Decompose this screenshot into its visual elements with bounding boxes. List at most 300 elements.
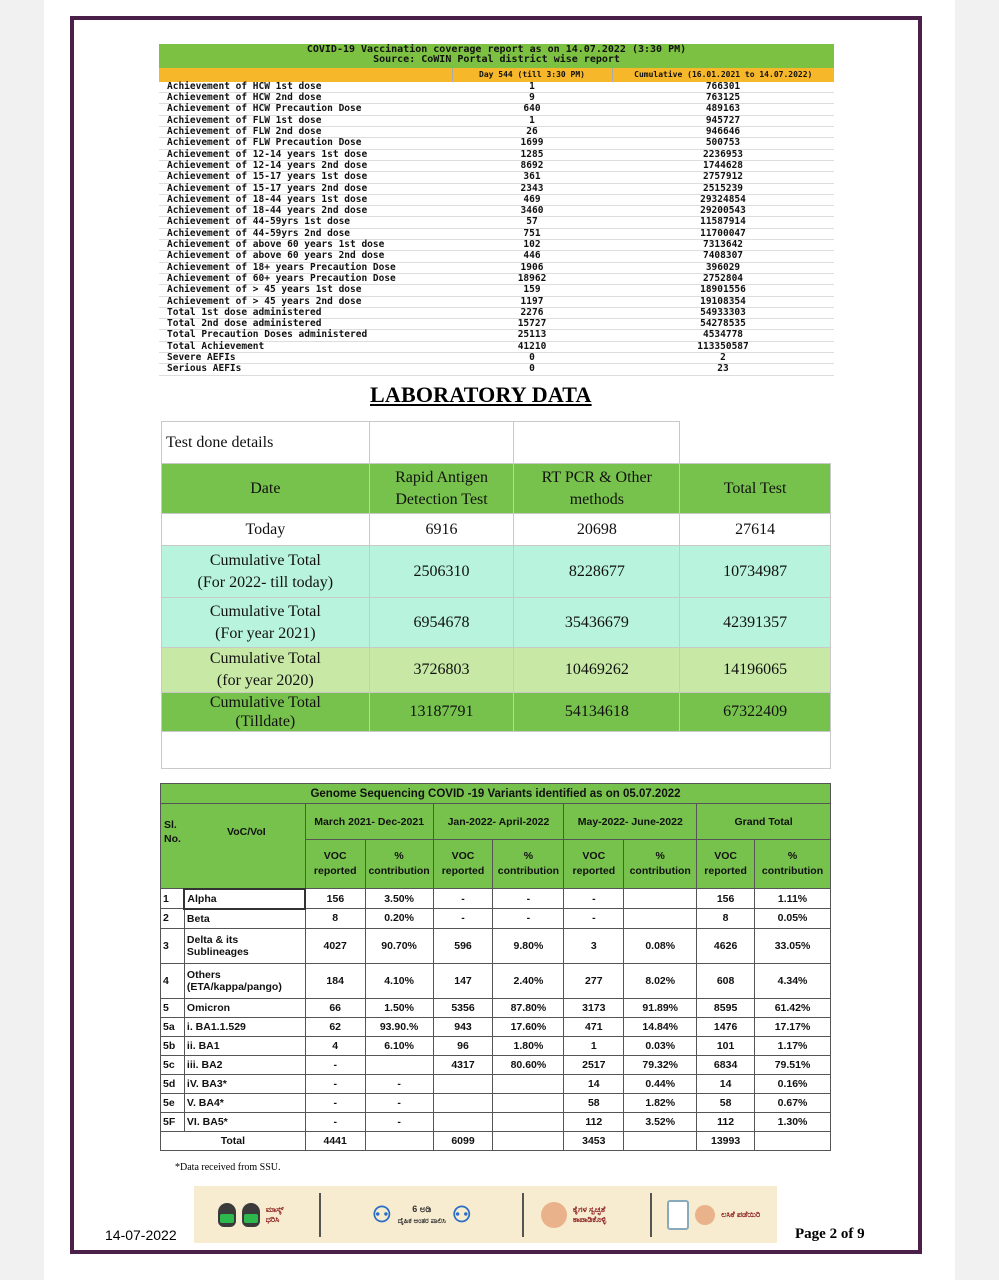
vaccination-row <box>159 93 834 104</box>
lab-row-label <box>162 648 370 693</box>
vaccination-row-cumulative: 2 <box>612 353 834 364</box>
genome-cell-variant <box>184 1074 305 1093</box>
vaccination-row-cumulative: 7313642 <box>612 240 834 251</box>
genome-cell-v2 <box>433 1112 493 1131</box>
genome-cell-variant-line1: Alpha <box>187 892 217 905</box>
lab-cell-rat: 6916 <box>369 514 514 546</box>
genome-subheader-pct-line1: % <box>523 850 534 862</box>
genome-cell-sl: 3 <box>161 928 185 963</box>
genome-cell-p3: 8.02% <box>624 963 697 998</box>
lab-row-label: Today <box>162 514 370 546</box>
lab-cell-rtpcr: 54134618 <box>514 693 680 732</box>
vaccination-row <box>159 296 834 307</box>
vaccination-row-day: 1 <box>452 115 612 126</box>
lab-cell-rat: 6954678 <box>369 598 514 648</box>
genome-period-2: Jan-2022- April-2022 <box>433 804 564 840</box>
vaccination-row-label: Achievement of FLW 2nd dose <box>159 127 452 138</box>
vaccination-row-cumulative: 489163 <box>612 104 834 115</box>
genome-subheader-voc <box>433 840 493 889</box>
genome-cell-p3 <box>624 889 697 909</box>
genome-cell-v3: 112 <box>564 1112 624 1131</box>
vaccination-row <box>159 341 834 352</box>
genome-header-voc-voi: VoC/VoI <box>227 826 266 838</box>
vaccination-row-label: Achievement of HCW 2nd dose <box>159 93 452 104</box>
genome-cell-p2: - <box>493 889 564 909</box>
vaccination-row-day: 1 <box>452 82 612 93</box>
vaccination-row-cumulative: 54933303 <box>612 307 834 318</box>
genome-cell-p1: - <box>365 1112 433 1131</box>
genome-cell-p2: 17.60% <box>493 1017 564 1036</box>
lab-header-rat-line2: Detection Test <box>395 490 488 508</box>
genome-period-3: May-2022- June-2022 <box>564 804 697 840</box>
genome-cell-p3: 91.89% <box>624 998 697 1017</box>
genome-cell-vt: 58 <box>697 1093 755 1112</box>
genome-cell-v2: 596 <box>433 928 493 963</box>
vaccination-row <box>159 115 834 126</box>
genome-cell-vt: 6834 <box>697 1055 755 1074</box>
genome-subheader-voc-line2: reported <box>313 865 357 877</box>
genome-cell-p3: 0.03% <box>624 1036 697 1055</box>
genome-cell-v2 <box>433 1074 493 1093</box>
vaccination-row <box>159 262 834 273</box>
genome-cell-v2 <box>433 1093 493 1112</box>
vaccination-row-day: 15727 <box>452 319 612 330</box>
vaccination-row <box>159 240 834 251</box>
banner-vaccine-segment <box>652 1193 777 1237</box>
vaccination-row <box>159 273 834 284</box>
genome-subheader-voc-line1: VOC <box>714 850 737 862</box>
vaccination-coverage-table <box>159 44 834 376</box>
genome-cell-sl: 4 <box>161 963 185 998</box>
genome-cell-p1: 1.50% <box>365 998 433 1017</box>
genome-cell-p1: 93.90.% <box>365 1017 433 1036</box>
lab-cell-rat: 13187791 <box>369 693 514 732</box>
vaccination-row-day: 1285 <box>452 149 612 160</box>
genome-cell-v1: - <box>305 1055 365 1074</box>
genome-total-empty <box>493 1131 564 1150</box>
genome-period-1: March 2021- Dec-2021 <box>305 804 433 840</box>
vaccination-header-cumulative: Cumulative (16.01.2021 to 14.07.2022) <box>612 68 834 82</box>
genome-subheader-pct-line2: contribution <box>761 865 824 877</box>
lab-cell-rat: 2506310 <box>369 546 514 598</box>
lab-caption-empty <box>514 422 680 464</box>
hand-wash-icon <box>541 1202 567 1228</box>
genome-cell-v3: 14 <box>564 1074 624 1093</box>
genome-cell-vt: 4626 <box>697 928 755 963</box>
vaccination-row <box>159 160 834 171</box>
genome-cell-v2: - <box>433 909 493 929</box>
vaccination-row-day: 1699 <box>452 138 612 149</box>
vaccination-row-day: 2276 <box>452 307 612 318</box>
genome-subheader-voc-line2: reported <box>704 865 747 877</box>
mask-face-icon <box>218 1203 236 1227</box>
genome-cell-p2: 1.80% <box>493 1036 564 1055</box>
lab-caption: Test done details <box>162 422 370 464</box>
banner-distance-text <box>398 1204 446 1226</box>
vaccination-row-day: 361 <box>452 172 612 183</box>
vaccination-row-day: 2343 <box>452 183 612 194</box>
genome-cell-p1: 3.50% <box>365 889 433 909</box>
genome-cell-pt: 0.67% <box>755 1093 831 1112</box>
vaccination-row <box>159 364 834 375</box>
lab-row-label-line2: (For 2022- till today) <box>197 573 334 591</box>
genome-subheader-pct-line1: % <box>787 850 798 862</box>
genome-total-empty <box>755 1131 831 1150</box>
genome-cell-sl: 5e <box>161 1093 185 1112</box>
vaccination-row <box>159 353 834 364</box>
genome-cell-variant-line1: iV. BA3* <box>186 1077 227 1090</box>
vaccination-row-day: 640 <box>452 104 612 115</box>
genome-cell-v3: 3173 <box>564 998 624 1017</box>
banner-distance-line1: 6 ಅಡಿ <box>412 1203 432 1214</box>
vaccination-row <box>159 217 834 228</box>
vaccination-row-label: Achievement of above 60 years 2nd dose <box>159 251 452 262</box>
genome-subheader-pct-line1: % <box>394 850 404 862</box>
awareness-banner <box>194 1186 777 1243</box>
genome-cell-vt: 101 <box>697 1036 755 1055</box>
vaccination-row <box>159 307 834 318</box>
vaccination-row-label: Serious AEFIs <box>159 364 452 375</box>
genome-subheader-voc-line2: reported <box>572 865 616 877</box>
genome-total-v1: 4441 <box>305 1131 365 1150</box>
genome-cell-variant <box>184 1036 305 1055</box>
lab-cell-total: 42391357 <box>680 598 831 648</box>
genome-subheader-pct-line2: contribution <box>629 865 691 877</box>
vaccination-row <box>159 285 834 296</box>
genome-total-empty <box>624 1131 697 1150</box>
lab-cell-rtpcr: 35436679 <box>514 598 680 648</box>
genome-cell-p1 <box>365 1055 433 1074</box>
genome-subheader-voc <box>305 840 365 889</box>
genome-cell-v2: - <box>433 889 493 909</box>
vaccination-row-day: 18962 <box>452 273 612 284</box>
genome-cell-p3 <box>624 909 697 929</box>
genome-cell-v1: 184 <box>305 963 365 998</box>
footer-date: 14-07-2022 <box>105 1227 177 1243</box>
lab-cell-total: 67322409 <box>680 693 831 732</box>
genome-cell-sl: 1 <box>161 889 185 909</box>
genome-header-sl-line1: Sl. <box>164 819 177 831</box>
vaccination-row <box>159 183 834 194</box>
vaccination-row-cumulative: 1744628 <box>612 160 834 171</box>
genome-cell-v1: 4 <box>305 1036 365 1055</box>
genome-cell-v1: 66 <box>305 998 365 1017</box>
genome-row <box>161 909 831 929</box>
genome-cell-p3: 1.82% <box>624 1093 697 1112</box>
vaccination-row-label: Total 2nd dose administered <box>159 319 452 330</box>
vaccination-row-label: Achievement of > 45 years 1st dose <box>159 285 452 296</box>
genome-cell-variant-line1: VI. BA5* <box>186 1115 228 1128</box>
person-icon: ⚇ <box>451 1201 472 1227</box>
genome-subheader-pct <box>624 840 697 889</box>
genome-cell-v2: 4317 <box>433 1055 493 1074</box>
lab-blank-row <box>162 732 831 769</box>
lab-cell-rtpcr: 20698 <box>514 514 680 546</box>
genome-subheader-pct-line2: contribution <box>368 865 430 877</box>
genome-cell-v1: 62 <box>305 1017 365 1036</box>
vaccination-row-label: Achievement of HCW 1st dose <box>159 82 452 93</box>
genome-row <box>161 1074 831 1093</box>
genome-cell-variant <box>184 998 305 1017</box>
genome-row <box>161 998 831 1017</box>
vaccination-row-cumulative: 11700047 <box>612 228 834 239</box>
vaccination-row-label: Achievement of 12-14 years 2nd dose <box>159 160 452 171</box>
vaccination-row-label: Achievement of above 60 years 1st dose <box>159 240 452 251</box>
genome-cell-variant <box>184 1112 305 1131</box>
banner-distance-line2: ದೈಹಿಕ ಅಂತರ ಪಾಲಿಸಿ <box>397 1217 446 1225</box>
genome-header-slno-voc <box>161 804 306 889</box>
lab-header-rtpcr-line2: methods <box>569 490 624 508</box>
vaccination-row-day: 159 <box>452 285 612 296</box>
genome-subheader-voc <box>697 840 755 889</box>
genome-cell-p2 <box>493 1074 564 1093</box>
genome-subheader-pct-line2: contribution <box>497 865 560 877</box>
vaccination-row-day: 446 <box>452 251 612 262</box>
vaccination-row-cumulative: 7408307 <box>612 251 834 262</box>
vaccination-header-day: Day 544 (till 3:30 PM) <box>452 68 612 82</box>
genome-cell-v2: 943 <box>433 1017 493 1036</box>
vaccination-row-cumulative: 2752804 <box>612 273 834 284</box>
genome-cell-v1: 8 <box>305 909 365 929</box>
genome-cell-p1: 6.10% <box>365 1036 433 1055</box>
genome-subheader-voc-line1: VOC <box>582 850 606 862</box>
banner-hygiene-text: ಕೈಗಳ ಸ್ವಚ್ಛತೆ ಕಾಪಾಡಿಕೊಳ್ಳಿ <box>572 1204 607 1224</box>
vaccination-row-label: Total Achievement <box>159 341 452 352</box>
lab-cell-rat: 3726803 <box>369 648 514 693</box>
genome-cell-p2 <box>493 1112 564 1131</box>
genome-row <box>161 963 831 998</box>
vaccination-row-label: Achievement of FLW 1st dose <box>159 115 452 126</box>
vaccination-row-cumulative: 766301 <box>612 82 834 93</box>
genome-cell-v3: 3 <box>564 928 624 963</box>
vaccination-row-cumulative: 29200543 <box>612 206 834 217</box>
vaccination-row-label: Achievement of 15-17 years 2nd dose <box>159 183 452 194</box>
laboratory-table <box>161 421 831 769</box>
lab-row-label-line1: Cumulative Total <box>209 602 321 620</box>
lab-row-label <box>162 598 370 648</box>
vaccination-row-cumulative: 2757912 <box>612 172 834 183</box>
doctor-icon <box>667 1200 689 1230</box>
genome-subheader-pct <box>365 840 433 889</box>
genome-cell-pt: 0.05% <box>755 909 831 929</box>
genome-cell-pt: 61.42% <box>755 998 831 1017</box>
vaccination-row-label: Total 1st dose administered <box>159 307 452 318</box>
vaccination-row-label: Achievement of HCW Precaution Dose <box>159 104 452 115</box>
genome-subheader-voc-line2: reported <box>441 865 485 877</box>
lab-row-label-line2: (Tilldate) <box>235 713 296 730</box>
vaccination-row-label: Achievement of FLW Precaution Dose <box>159 138 452 149</box>
genome-cell-variant-line1: Others <box>186 968 221 981</box>
lab-header-total: Total Test <box>680 464 831 514</box>
vaccination-row-day: 751 <box>452 228 612 239</box>
vaccination-row-day: 9 <box>452 93 612 104</box>
genome-cell-sl: 5d <box>161 1074 185 1093</box>
vaccination-row <box>159 82 834 93</box>
footer-page-number: Page 2 of 9 <box>795 1226 865 1242</box>
vaccination-row-day: 26 <box>452 127 612 138</box>
genome-cell-v2: 147 <box>433 963 493 998</box>
genome-cell-v3: 471 <box>564 1017 624 1036</box>
genome-total-label: Total <box>161 1131 306 1150</box>
lab-row-label-line1: Cumulative Total <box>209 650 321 667</box>
genome-cell-p3: 79.32% <box>624 1055 697 1074</box>
genome-subheader-pct-line1: % <box>655 850 665 862</box>
genome-total-v3: 3453 <box>564 1131 624 1150</box>
vaccination-row-day: 469 <box>452 194 612 205</box>
genome-cell-vt: 14 <box>697 1074 755 1093</box>
genome-cell-v3: 2517 <box>564 1055 624 1074</box>
vaccination-row <box>159 194 834 205</box>
vaccination-row <box>159 104 834 115</box>
genome-row <box>161 889 831 909</box>
genome-cell-v3: - <box>564 889 624 909</box>
vaccination-row-label: Severe AEFIs <box>159 353 452 364</box>
vaccination-row <box>159 330 834 341</box>
vaccination-row-label: Achievement of 15-17 years 1st dose <box>159 172 452 183</box>
vaccination-row <box>159 228 834 239</box>
genome-cell-p1: 0.20% <box>365 909 433 929</box>
genome-cell-pt: 1.30% <box>755 1112 831 1131</box>
vaccination-row-day: 0 <box>452 364 612 375</box>
lab-caption-empty <box>369 422 514 464</box>
genome-cell-variant-line1: Omicron <box>186 1001 231 1014</box>
genome-cell-v3: 58 <box>564 1093 624 1112</box>
genome-cell-pt: 0.16% <box>755 1074 831 1093</box>
genome-subheader-voc-line1: VOC <box>451 850 475 862</box>
vaccination-row-day: 8692 <box>452 160 612 171</box>
lab-cell-total: 14196065 <box>680 648 831 693</box>
genome-cell-v3: 277 <box>564 963 624 998</box>
lab-cell-total: 10734987 <box>680 546 831 598</box>
vaccination-row-cumulative: 19108354 <box>612 296 834 307</box>
vaccination-row-label: Achievement of 18-44 years 1st dose <box>159 194 452 205</box>
mask-face-icon <box>242 1203 260 1227</box>
vaccination-row-day: 41210 <box>452 341 612 352</box>
genome-row <box>161 1112 831 1131</box>
vaccination-row-day: 57 <box>452 217 612 228</box>
vaccination-row-day: 102 <box>452 240 612 251</box>
genome-subheader-voc-line1: VOC <box>323 850 347 862</box>
genome-row <box>161 928 831 963</box>
laboratory-data-heading: LABORATORY DATA <box>370 382 592 407</box>
genome-cell-variant <box>184 928 305 963</box>
lab-row-label <box>162 546 370 598</box>
vaccination-row-cumulative: 2515239 <box>612 183 834 194</box>
genome-cell-pt: 33.05% <box>755 928 831 963</box>
banner-mask-segment <box>194 1193 321 1237</box>
genome-cell-pt: 17.17% <box>755 1017 831 1036</box>
genome-cell-variant-line1: V. BA4* <box>186 1096 224 1109</box>
vaccination-row <box>159 251 834 262</box>
genome-cell-p1: - <box>365 1093 433 1112</box>
vaccination-row-cumulative: 396029 <box>612 262 834 273</box>
vaccination-row <box>159 138 834 149</box>
genome-cell-variant <box>184 1017 305 1036</box>
vaccination-row-cumulative: 54278535 <box>612 319 834 330</box>
genome-cell-vt: 1476 <box>697 1017 755 1036</box>
vaccination-row-day: 0 <box>452 353 612 364</box>
genome-cell-variant <box>184 1055 305 1074</box>
lab-cell-rtpcr: 10469262 <box>514 648 680 693</box>
vaccination-row-cumulative: 11587914 <box>612 217 834 228</box>
genome-cell-pt: 79.51% <box>755 1055 831 1074</box>
genome-footnote: *Data received from SSU. <box>175 1162 281 1173</box>
genome-cell-variant-line1: Beta <box>186 912 210 925</box>
genome-subheader-voc <box>564 840 624 889</box>
banner-distance-segment <box>321 1193 524 1237</box>
lab-row-label-line2: (For year 2021) <box>215 624 316 642</box>
genome-cell-variant <box>184 1093 305 1112</box>
vaccination-row-day: 1906 <box>452 262 612 273</box>
genome-row <box>161 1055 831 1074</box>
genome-cell-vt: 8 <box>697 909 755 929</box>
genome-cell-variant-line2: (ETA/kappa/pango) <box>186 980 282 993</box>
genome-cell-pt: 4.34% <box>755 963 831 998</box>
genome-cell-v2: 96 <box>433 1036 493 1055</box>
genome-cell-p3: 0.44% <box>624 1074 697 1093</box>
lab-row-label-line1: Cumulative Total <box>209 694 321 711</box>
vaccination-row-day: 1197 <box>452 296 612 307</box>
vaccination-row-cumulative: 18901556 <box>612 285 834 296</box>
genome-total-v2: 6099 <box>433 1131 493 1150</box>
genome-cell-p3: 3.52% <box>624 1112 697 1131</box>
patient-icon <box>695 1205 715 1225</box>
genome-cell-variant <box>184 889 305 909</box>
vaccination-row <box>159 127 834 138</box>
genome-cell-vt: 608 <box>697 963 755 998</box>
genome-cell-p2: 80.60% <box>493 1055 564 1074</box>
vaccination-source: Source: CoWIN Portal district wise report <box>159 55 834 67</box>
genome-row <box>161 1036 831 1055</box>
genome-cell-variant-line1: ii. BA1 <box>186 1039 220 1052</box>
genome-cell-sl: 5F <box>161 1112 185 1131</box>
genome-cell-p1: - <box>365 1074 433 1093</box>
vaccination-row <box>159 319 834 330</box>
genome-cell-variant-line1: iii. BA2 <box>186 1058 223 1071</box>
banner-hygiene-segment <box>524 1193 651 1237</box>
lab-row-label-line2: (for year 2020) <box>216 672 314 689</box>
lab-header-rtpcr <box>514 464 680 514</box>
genome-cell-pt: 1.17% <box>755 1036 831 1055</box>
genome-subheader-pct <box>755 840 831 889</box>
vaccination-row <box>159 172 834 183</box>
vaccination-row <box>159 206 834 217</box>
vaccination-row-label: Achievement of 18+ years Precaution Dose <box>159 262 452 273</box>
genome-cell-p3: 0.08% <box>624 928 697 963</box>
genome-cell-v2: 5356 <box>433 998 493 1017</box>
genome-title: Genome Sequencing COVID -19 Variants identified as on 05.07.2022 <box>161 784 831 804</box>
vaccination-row-cumulative: 29324854 <box>612 194 834 205</box>
banner-mask-text: ಮಾಸ್ಕ್ ಧರಿಸಿ <box>265 1204 284 1224</box>
genome-cell-p1: 90.70% <box>365 928 433 963</box>
genome-row <box>161 1093 831 1112</box>
genome-sequencing-table <box>160 783 831 1151</box>
vaccination-row-cumulative: 500753 <box>612 138 834 149</box>
vaccination-row-label: Achievement of 18-44 years 2nd dose <box>159 206 452 217</box>
lab-header-date: Date <box>162 464 370 514</box>
genome-cell-sl: 5c <box>161 1055 185 1074</box>
lab-cell-rtpcr: 8228677 <box>514 546 680 598</box>
genome-cell-variant <box>184 909 305 929</box>
genome-cell-vt: 8595 <box>697 998 755 1017</box>
genome-cell-sl: 2 <box>161 909 185 929</box>
genome-cell-v1: 156 <box>305 889 365 909</box>
genome-cell-p2: 87.80% <box>493 998 564 1017</box>
genome-total-vt: 13993 <box>697 1131 755 1150</box>
vaccination-row-cumulative: 946646 <box>612 127 834 138</box>
lab-header-rat-line1: Rapid Antigen <box>395 468 488 486</box>
genome-cell-v3: 1 <box>564 1036 624 1055</box>
